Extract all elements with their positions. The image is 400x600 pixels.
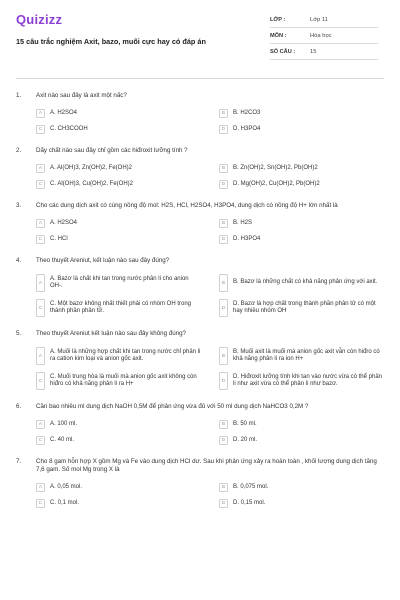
question-text: Cho các dung dịch axit có cùng nồng độ mol: H2S, HCl, H2SO4, H3PO4, dung dịch có nồng độ H+ lớn nhất là <box>36 202 338 209</box>
question-text: Theo thuyết Areniut, kết luận nào sau đây đúng? <box>36 257 170 264</box>
question-number: 6. <box>16 403 22 410</box>
answer-option-c[interactable] <box>36 125 201 134</box>
meta-value: Lớp 11 <box>310 16 328 23</box>
option-letter-box: B <box>219 109 228 118</box>
answer-options <box>16 347 384 390</box>
answer-option-d[interactable] <box>219 436 384 445</box>
answer-option-a[interactable] <box>36 109 201 118</box>
meta-value: 15 <box>310 48 317 55</box>
answer-option-d[interactable] <box>219 235 384 244</box>
answer-option-b[interactable] <box>219 420 384 429</box>
question-number: 5. <box>16 330 22 337</box>
option-text: A. H2SO4 <box>50 109 78 116</box>
answer-option-b[interactable] <box>219 109 384 118</box>
meta-key: MÔN : <box>270 32 287 39</box>
option-text: B. Bazơ là những chất có khả năng phản ứng với axit. <box>233 279 378 286</box>
answer-options <box>16 274 384 317</box>
meta-value: Hóa học <box>310 32 332 39</box>
option-text: C. 0,1 mol. <box>50 499 80 506</box>
question-1 <box>16 92 384 134</box>
answer-option-d[interactable] <box>219 372 384 390</box>
answer-option-c[interactable] <box>36 436 201 445</box>
answer-option-c[interactable] <box>36 299 201 317</box>
meta-table <box>270 12 378 60</box>
option-letter-box: C <box>36 436 45 445</box>
answer-option-d[interactable] <box>219 180 384 189</box>
meta-row-subject <box>270 28 378 44</box>
option-text: A. H2SO4 <box>50 219 78 226</box>
question-text: Dãy chất nào sau đây chỉ gồm các hiđroxit lưỡng tính ? <box>36 147 188 154</box>
option-text: A. Al(OH)3, Zn(OH)2, Fe(OH)2 <box>50 164 133 171</box>
option-text: D. 0,15 mol. <box>233 499 266 506</box>
option-text: D. Bazơ là hợp chất trong thành phần phân tử có một hay nhiều nhóm OH <box>233 300 376 314</box>
answer-option-c[interactable] <box>36 499 201 508</box>
worksheet-header <box>16 12 384 64</box>
question-head <box>16 257 384 265</box>
meta-key: LỚP : <box>270 16 286 23</box>
question-3 <box>16 202 384 244</box>
option-text: A. Bazơ là chất khi tan trong nước phân li cho anion OH-. <box>50 275 189 289</box>
question-number: 4. <box>16 257 22 264</box>
quizizz-logo: Quizizz <box>16 12 63 27</box>
answer-option-a[interactable] <box>36 219 201 228</box>
option-letter-box: C <box>36 125 45 134</box>
question-7 <box>16 458 384 508</box>
option-text: B. 0,075 mol. <box>233 483 269 490</box>
option-text: D. Hiđroxit lưỡng tính khi tan vào nước vừa có thể phân li như axit vừa có thể phân li như bazơ. <box>233 373 382 387</box>
option-letter-box: A <box>36 274 45 292</box>
answer-option-b[interactable] <box>219 219 384 228</box>
option-text: B. 50 ml. <box>233 420 257 427</box>
option-letter-box: A <box>36 483 45 492</box>
question-6 <box>16 403 384 445</box>
question-number: 3. <box>16 202 22 209</box>
option-letter-box: A <box>36 164 45 173</box>
question-2 <box>16 147 384 189</box>
option-text: D. H3PO4 <box>233 125 261 132</box>
option-letter-box: D <box>219 499 228 508</box>
answer-option-a[interactable] <box>36 483 201 492</box>
answer-option-d[interactable] <box>219 125 384 134</box>
brand-block <box>16 12 206 64</box>
question-number: 7. <box>16 458 22 465</box>
answer-option-b[interactable] <box>219 483 384 492</box>
option-text: A. Muối là những hợp chất khi tan trong nước chỉ phân li ra cation kim loại và anion gốc axit. <box>50 348 201 362</box>
answer-options <box>16 420 384 445</box>
answer-option-a[interactable] <box>36 420 201 429</box>
option-letter-box: A <box>36 347 45 365</box>
answer-option-c[interactable] <box>36 180 201 189</box>
option-letter-box: B <box>219 274 228 292</box>
answer-option-a[interactable] <box>36 274 201 292</box>
option-letter-box: A <box>36 420 45 429</box>
meta-row-count <box>270 44 378 60</box>
question-text: Theo thuyết Areniut kết luận nào sau đây không đúng? <box>36 330 186 337</box>
answer-option-b[interactable] <box>219 274 384 292</box>
option-letter-box: D <box>219 180 228 189</box>
option-letter-box: C <box>36 299 45 317</box>
option-letter-box: B <box>219 219 228 228</box>
option-text: C. CH3COOH <box>50 125 88 132</box>
option-letter-box: C <box>36 372 45 390</box>
question-head <box>16 458 384 474</box>
option-letter-box: B <box>219 420 228 429</box>
answer-option-a[interactable] <box>36 164 201 173</box>
answer-option-b[interactable] <box>219 347 384 365</box>
answer-options <box>16 483 384 508</box>
option-letter-box: D <box>219 125 228 134</box>
option-letter-box: C <box>36 180 45 189</box>
option-letter-box: A <box>36 109 45 118</box>
question-4 <box>16 257 384 317</box>
question-number: 2. <box>16 147 22 154</box>
option-text: C. Một bazơ không nhất thiết phải có nhóm OH trong thành phần phân tử. <box>50 300 192 314</box>
option-text: B. H2CO3 <box>233 109 261 116</box>
meta-key: SỐ CÂU : <box>270 48 296 55</box>
meta-row-class <box>270 12 378 28</box>
answer-options <box>16 109 384 134</box>
option-text: C. Muối trung hòa là muối mà anion gốc axit không còn hiđro có khả năng phân li ra H+ <box>50 373 197 387</box>
option-letter-box: B <box>219 164 228 173</box>
answer-option-b[interactable] <box>219 164 384 173</box>
question-head <box>16 147 384 155</box>
option-letter-box: D <box>219 299 228 317</box>
option-text: C. 40 ml. <box>50 436 75 443</box>
option-text: B. Zn(OH)2, Sn(OH)2, Pb(OH)2 <box>233 164 318 171</box>
option-letter-box: C <box>36 499 45 508</box>
option-text: B. H2S <box>233 219 253 226</box>
answer-options <box>16 219 384 244</box>
question-head <box>16 92 384 100</box>
option-letter-box: D <box>219 235 228 244</box>
option-text: A. 100 ml. <box>50 420 78 427</box>
answer-option-c[interactable] <box>36 235 201 244</box>
header-divider <box>16 78 384 79</box>
option-letter-box: A <box>36 219 45 228</box>
option-letter-box: D <box>219 436 228 445</box>
option-letter-box: B <box>219 483 228 492</box>
option-text: D. Mg(OH)2, Cu(OH)2, Pb(OH)2 <box>233 180 320 187</box>
question-text: Cho 8 gam hỗn hợp X gồm Mg và Fe vào dung dịch HCl dư. Sau khi phản ứng xảy ra hoàn toàn , khối lượng dung dịch tăng 7,6 gam. Số mol Mg trong X là <box>36 458 377 473</box>
question-head <box>16 403 384 411</box>
option-letter-box: D <box>219 372 228 390</box>
question-number: 1. <box>16 92 22 99</box>
question-text: Cần bao nhiêu ml dung dịch NaOH 0,5M để phản ứng vừa đủ với 50 ml dung dịch NaHCO3 0,2M ? <box>36 403 309 410</box>
answer-option-d[interactable] <box>219 299 384 317</box>
answer-option-d[interactable] <box>219 499 384 508</box>
question-text: Axit nào sau đây là axit một nấc? <box>36 92 127 99</box>
option-text: D. H3PO4 <box>233 235 261 242</box>
question-5 <box>16 330 384 390</box>
question-head <box>16 330 384 338</box>
option-text: B. Muối axit là muối mà anion gốc axit vẫn còn hiđro có khả năng phân li ra ion H+ <box>233 348 380 362</box>
question-list <box>16 92 384 508</box>
answer-options <box>16 164 384 189</box>
option-letter-box: B <box>219 347 228 365</box>
answer-option-c[interactable] <box>36 372 201 390</box>
option-text: C. Al(OH)3, Cu(OH)2, Fe(OH)2 <box>50 180 134 187</box>
answer-option-a[interactable] <box>36 347 201 365</box>
option-text: A. 0,05 mol. <box>50 483 83 490</box>
worksheet-title: 15 câu trắc nghiệm Axit, bazo, muối cực hay có đáp án <box>16 37 206 46</box>
option-text: D. 20 ml. <box>233 436 258 443</box>
question-head <box>16 202 384 210</box>
option-text: C. HCl <box>50 235 68 242</box>
option-letter-box: C <box>36 235 45 244</box>
